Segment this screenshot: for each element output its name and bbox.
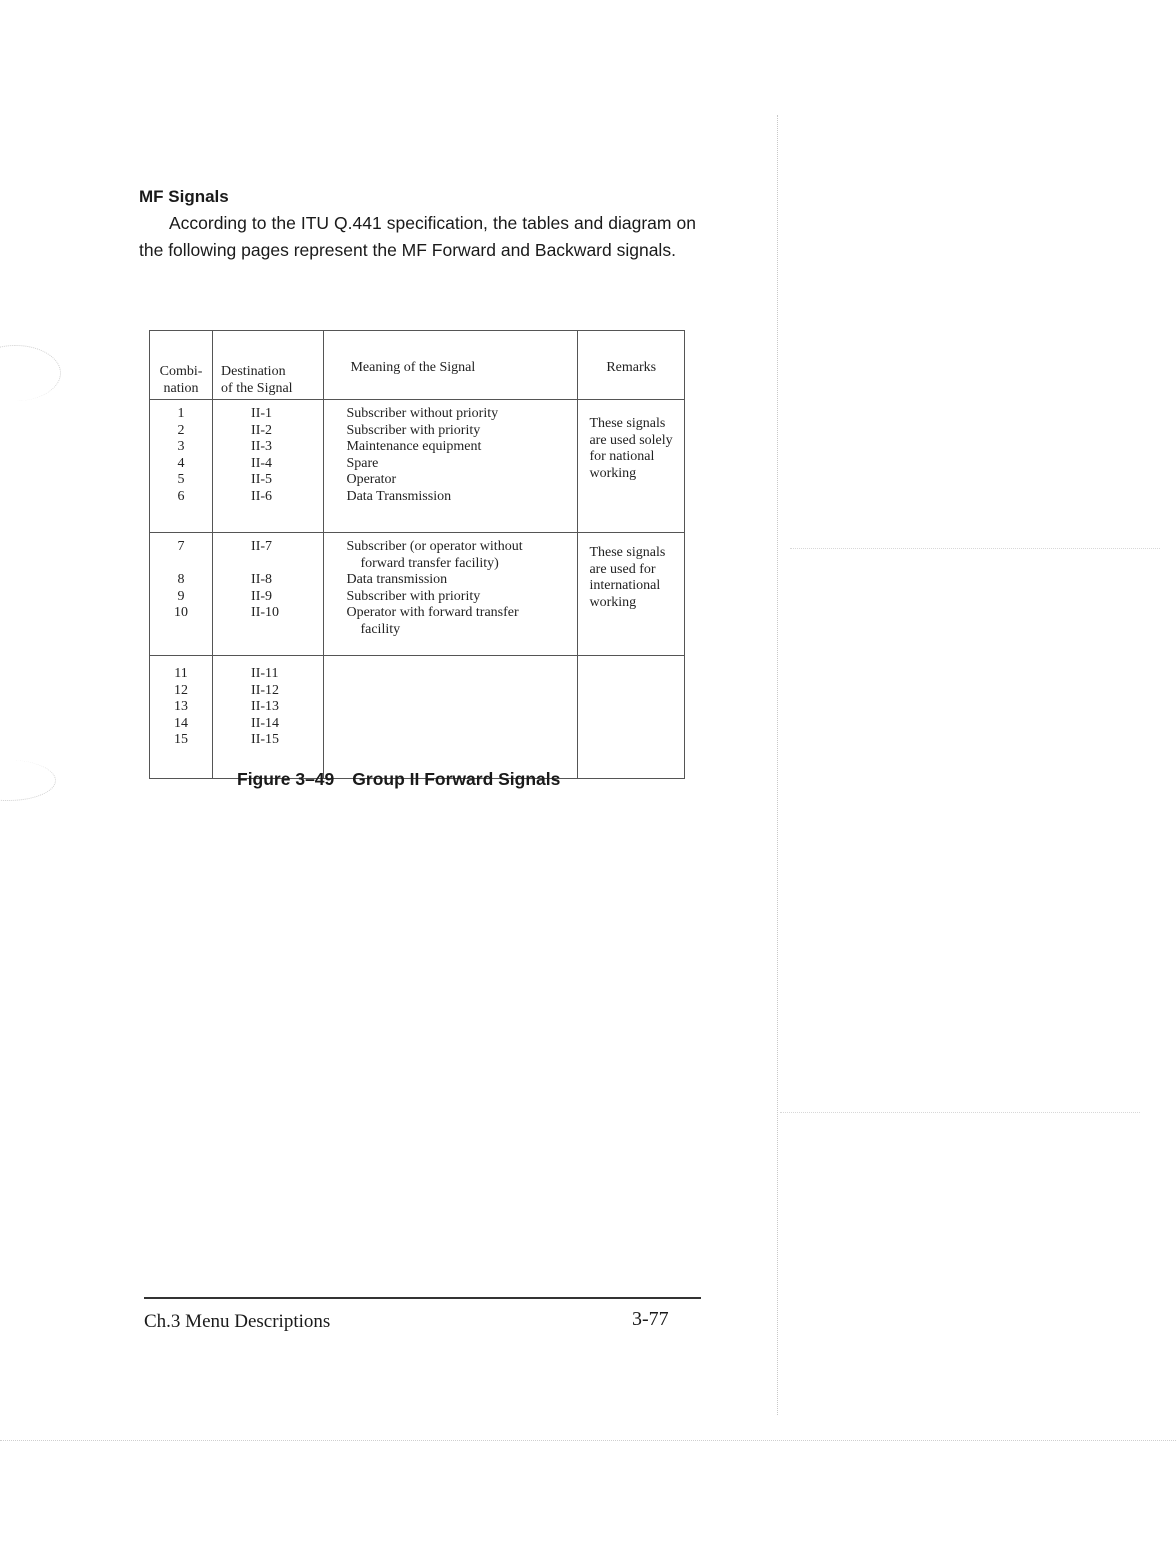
destination-value: II-11 xyxy=(251,666,279,681)
destination-cell xyxy=(213,533,324,656)
remarks-line: are used solely xyxy=(589,432,673,448)
remarks-line: These signals xyxy=(589,416,666,431)
destination-value: II-2 xyxy=(251,422,273,438)
combination-value: 12 xyxy=(174,682,189,698)
combination-cell xyxy=(150,533,213,656)
figure-number: Figure 3–49 xyxy=(237,769,335,789)
meaning-value: Operator xyxy=(346,472,397,487)
table-row xyxy=(150,533,685,656)
header-line: Destination xyxy=(221,364,286,379)
destination-cell xyxy=(213,400,324,533)
combination-value: 15 xyxy=(174,732,189,747)
combination-value: 11 xyxy=(174,666,188,681)
scan-dots xyxy=(780,1112,1140,1113)
combination-value: 2 xyxy=(177,422,185,438)
meaning-value: Operator with forward transfer xyxy=(346,605,519,620)
scan-arc xyxy=(0,760,56,801)
destination-value: II-3 xyxy=(251,439,273,454)
table-group-unassigned xyxy=(150,656,685,779)
remarks-line: for national xyxy=(589,449,655,464)
remarks-line: working xyxy=(589,594,637,610)
remarks-cell-empty xyxy=(578,656,685,779)
table-group-national xyxy=(150,400,685,533)
destination-value: II-7 xyxy=(251,539,273,554)
header-remarks: Remarks xyxy=(578,331,685,400)
meaning-value: Subscriber with priority xyxy=(346,422,481,438)
destination-value: II-1 xyxy=(251,406,273,421)
destination-value: II-14 xyxy=(251,715,280,731)
meaning-value: Maintenance equipment xyxy=(346,439,482,454)
meaning-value: Subscriber with priority xyxy=(346,588,481,604)
combination-value: 5 xyxy=(177,472,185,487)
combination-value: 9 xyxy=(177,588,185,604)
destination-value: II-10 xyxy=(251,605,280,620)
destination-value: II-13 xyxy=(251,699,280,714)
combination-value: 13 xyxy=(174,699,189,714)
meaning-value: Subscriber without priority xyxy=(346,406,499,421)
figure-caption xyxy=(237,769,560,790)
group-ii-forward-signals-table xyxy=(149,330,685,779)
meaning-value: Data transmission xyxy=(346,572,448,587)
remarks-cell xyxy=(578,400,685,533)
remarks-line: are used for xyxy=(589,561,656,577)
table-row xyxy=(150,400,685,533)
combination-value: 6 xyxy=(177,488,185,504)
combination-value: 14 xyxy=(174,715,189,731)
destination-value: II-4 xyxy=(251,455,273,471)
combination-cell xyxy=(150,656,213,779)
combination-value: 10 xyxy=(174,605,189,620)
header-line: nation xyxy=(163,380,199,396)
destination-value: II-12 xyxy=(251,682,280,698)
remarks-cell xyxy=(578,533,685,656)
meaning-cell-empty xyxy=(324,656,578,779)
destination-cell xyxy=(213,656,324,779)
header-line: Combi- xyxy=(159,364,203,379)
combination-cell xyxy=(150,400,213,533)
scan-edge-vertical xyxy=(777,115,778,1415)
combination-value: 3 xyxy=(177,439,185,454)
combination-value: 4 xyxy=(177,455,185,471)
table-group-international xyxy=(150,533,685,656)
meaning-value: Spare xyxy=(346,455,379,471)
section-heading: MF Signals xyxy=(139,187,229,206)
destination-value: II-5 xyxy=(251,472,273,487)
remarks-line: international xyxy=(589,578,661,593)
destination-value: II-6 xyxy=(251,488,273,504)
combination-value: 1 xyxy=(177,406,185,421)
remarks-line: working xyxy=(589,465,637,481)
scan-arc xyxy=(0,345,61,401)
combination-value: 7 xyxy=(177,539,185,554)
meaning-value: Data Transmission xyxy=(346,488,452,504)
table-row xyxy=(150,656,685,779)
footer-page-number: 3-77 xyxy=(632,1308,669,1330)
table-header-row xyxy=(150,331,685,400)
meaning-cell xyxy=(324,533,578,656)
destination-value: II-15 xyxy=(251,732,280,747)
scan-edge-horizontal xyxy=(0,1440,1176,1441)
combination-value: 8 xyxy=(177,572,185,587)
destination-value: II-8 xyxy=(251,572,273,587)
figure-title: Group II Forward Signals xyxy=(352,769,561,789)
header-destination xyxy=(213,331,324,400)
destination-value: II-9 xyxy=(251,588,273,604)
header-line: of the Signal xyxy=(221,380,293,396)
meaning-value: Subscriber (or operator without xyxy=(346,539,523,554)
scan-dots xyxy=(790,548,1160,549)
footer-chapter: Ch.3 Menu Descriptions xyxy=(144,1311,331,1332)
header-meaning: Meaning of the Signal xyxy=(324,331,578,400)
intro-paragraph: According to the ITU Q.441 specification, the tables and diagram on the following pages represent the MF Forward and Backward signals. xyxy=(139,213,696,260)
meaning-value: facility xyxy=(360,621,401,637)
meaning-cell xyxy=(324,400,578,533)
remarks-line: These signals xyxy=(589,545,666,560)
meaning-value: forward transfer facility) xyxy=(360,555,499,571)
footer-divider xyxy=(144,1297,701,1299)
header-combination xyxy=(150,331,213,400)
